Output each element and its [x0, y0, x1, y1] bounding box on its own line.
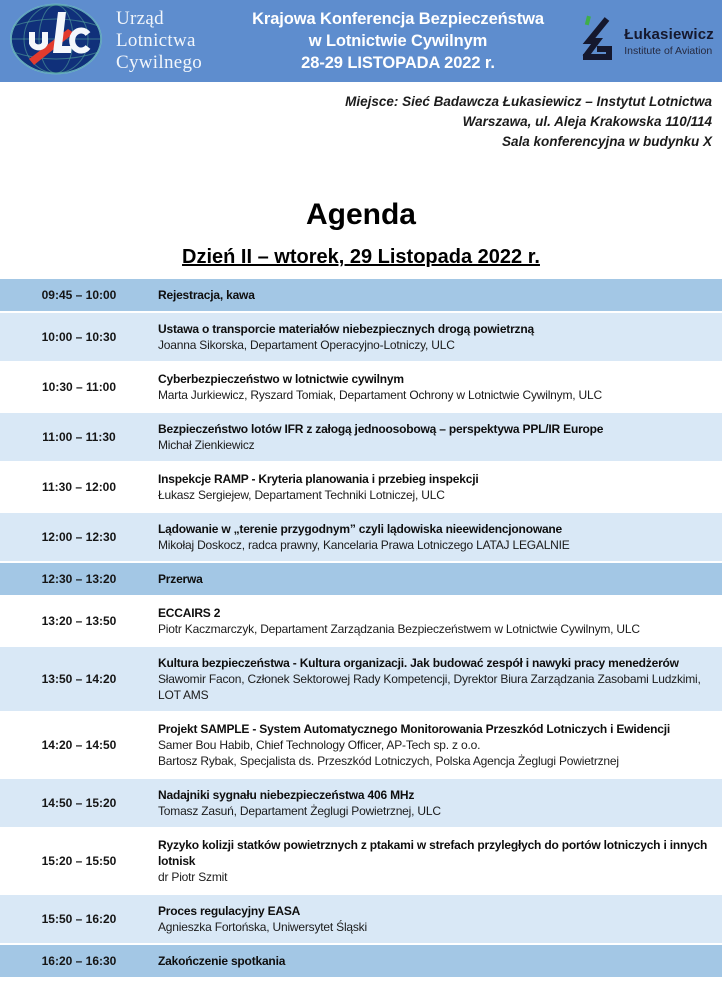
venue-line: Sala konferencyjna w budynku X [501, 134, 712, 149]
session-title: ECCAIRS 2 [158, 606, 221, 620]
session-info [158, 571, 722, 587]
session-title: Nadajniki sygnału niebezpieczeństwa 406 MHz [158, 788, 415, 802]
session-info [158, 837, 722, 885]
schedule-table [0, 279, 722, 977]
lukasiewicz-subtitle: Institute of Aviation [624, 44, 713, 57]
ulc-word-line: Lotnictwa [116, 30, 196, 51]
session-speaker: Marta Jurkiewicz, Ryszard Tomiak, Departament Ochrony w Lotnictwie Cywilnym, ULC [158, 388, 602, 402]
time-slot: 10:00 – 10:30 [41, 330, 117, 344]
ulc-word-line: Urząd [116, 8, 164, 29]
agenda-row [0, 563, 722, 595]
session-speaker: Agnieszka Fortońska, Uniwersytet Śląski [158, 920, 367, 934]
session-info [158, 655, 722, 703]
ulc-word-line: Cywilnego [116, 52, 203, 73]
session-title: Rejestracja, kawa [158, 288, 255, 302]
session-speaker: Mikołaj Doskocz, radca prawny, Kancelaria Prawa Lotniczego LATAJ LEGALNIE [158, 538, 570, 552]
session-title: Ustawa o transporcie materiałów niebezpiecznych drogą powietrzną [158, 322, 534, 336]
lukasiewicz-logo [556, 13, 714, 70]
venue-line: Warszawa, ul. Aleja Krakowska 110/114 [462, 114, 712, 129]
session-info [158, 721, 722, 769]
session-info [158, 471, 722, 503]
ulc-globe-icon [8, 2, 104, 81]
time-slot: 14:50 – 15:20 [41, 796, 117, 810]
session-info [158, 421, 722, 453]
time-slot: 15:50 – 16:20 [41, 912, 117, 926]
session-info [158, 605, 722, 637]
agenda-row [0, 463, 722, 511]
ulc-logo [8, 2, 240, 81]
agenda-row [0, 829, 722, 893]
conference-title-line: 28-29 LISTOPADA 2022 r. [301, 54, 495, 72]
agenda-row [0, 597, 722, 645]
agenda-row [0, 647, 722, 711]
session-speaker: Bartosz Rybak, Specjalista ds. Przeszkód Lotniczych, Polska Agencja Żeglugi Powietrznej [158, 754, 619, 768]
session-speaker: Piotr Kaczmarczyk, Departament Zarządzania Bezpieczeństwem w Lotnictwie Cywilnym, ULC [158, 622, 640, 636]
session-info [158, 521, 722, 553]
conference-title-line: w Lotnictwie Cywilnym [308, 32, 488, 50]
lukasiewicz-name: Łukasiewicz [624, 25, 714, 43]
agenda-row [0, 513, 722, 561]
session-title: Bezpieczeństwo lotów IFR z załogą jednoosobową – perspektywa PPL/IR Europe [158, 422, 604, 436]
venue-info [0, 82, 722, 152]
session-title: Proces regulacyjny EASA [158, 904, 301, 918]
conference-title [240, 8, 556, 74]
session-title: Inspekcje RAMP - Kryteria planowania i przebieg inspekcji [158, 472, 479, 486]
time-slot: 11:00 – 11:30 [42, 430, 116, 444]
session-info [158, 903, 722, 935]
agenda-row [0, 413, 722, 461]
page-title: Agenda [305, 198, 416, 231]
time-slot: 12:00 – 12:30 [41, 530, 117, 544]
lukasiewicz-mark-icon [575, 13, 617, 70]
time-slot: 13:20 – 13:50 [41, 614, 117, 628]
time-slot: 13:50 – 14:20 [41, 672, 117, 686]
day-heading: Dzień II – wtorek, 29 Listopada 2022 r. [182, 246, 540, 268]
conference-title-line: Krajowa Konferencja Bezpieczeństwa [252, 10, 544, 28]
session-info [158, 953, 722, 969]
time-slot: 12:30 – 13:20 [41, 572, 117, 586]
header-banner [0, 0, 722, 82]
time-slot: 15:20 – 15:50 [41, 854, 117, 868]
time-slot: 14:20 – 14:50 [41, 738, 117, 752]
time-slot: 16:20 – 16:30 [41, 954, 117, 968]
session-speaker: Michał Zienkiewicz [158, 438, 255, 452]
session-speaker: Łukasz Sergiejew, Departament Techniki Lotniczej, ULC [158, 488, 445, 502]
session-title: Zakończenie spotkania [158, 954, 286, 968]
time-slot: 10:30 – 11:00 [41, 380, 117, 394]
session-speaker: dr Piotr Szmit [158, 870, 228, 884]
session-speaker: Tomasz Zasuń, Departament Żeglugi Powietrznej, ULC [158, 804, 441, 818]
session-title: Kultura bezpieczeństwa - Kultura organizacji. Jak budować zespół i nawyki pracy menedżerów [158, 656, 679, 670]
session-title: Lądowanie w „terenie przygodnym” czyli lądowiska nieewidencjonowane [158, 522, 563, 536]
venue-line: Miejsce: Sieć Badawcza Łukasiewicz – Instytut Lotnictwa [345, 94, 712, 109]
session-title: Przerwa [158, 572, 203, 586]
agenda-row [0, 779, 722, 827]
agenda-row [0, 363, 722, 411]
agenda-row [0, 279, 722, 311]
agenda-row [0, 945, 722, 977]
session-info [158, 287, 722, 303]
session-speaker: Joanna Sikorska, Departament Operacyjno-Lotniczy, ULC [158, 338, 455, 352]
session-info [158, 787, 722, 819]
session-info [158, 321, 722, 353]
session-info [158, 371, 722, 403]
agenda-row [0, 313, 722, 361]
time-slot: 11:30 – 12:00 [41, 480, 117, 494]
time-slot: 09:45 – 10:00 [41, 288, 117, 302]
agenda-row [0, 713, 722, 777]
ulc-wordmark [116, 8, 202, 74]
session-title: Projekt SAMPLE - System Automatycznego Monitorowania Przeszkód Lotniczych i Ewidencji [158, 722, 670, 736]
session-title: Cyberbezpieczeństwo w lotnictwie cywilnym [158, 372, 404, 386]
agenda-row [0, 895, 722, 943]
session-speaker: Samer Bou Habib, Chief Technology Officer, AP-Tech sp. z o.o. [158, 738, 481, 752]
session-title: Ryzyko kolizji statków powietrznych z ptakami w strefach przyległych do portów lotniczych i innych lotnisk [158, 838, 708, 868]
session-speaker: Sławomir Facon, Członek Sektorowej Rady Kompetencji, Dyrektor Biura Zarządzania Zasobami Ludzkimi, LOT AMS [158, 672, 701, 702]
